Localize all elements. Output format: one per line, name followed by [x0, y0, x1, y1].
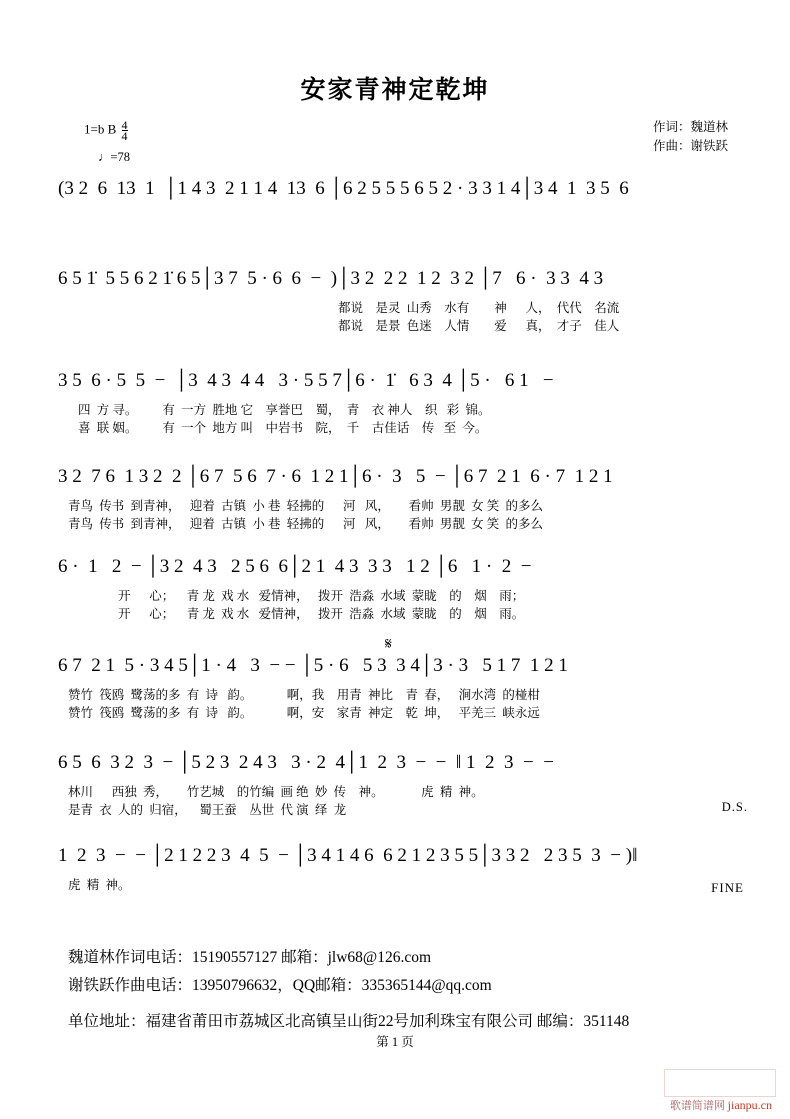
music-system-8 [58, 845, 750, 893]
page-number: 第 1 页 [376, 1035, 414, 1049]
lyrics-verse-1: 青鸟 传书 到青神， 迎着 古镇 小 巷 轻拂的 河 风， 看帅 男靓 女 笑 的多么 [68, 499, 544, 513]
watermark-brand: 歌谱简谱网 [669, 1100, 725, 1112]
notes-line: 6 · 1 2 − │3 2 4 3 2 5 6 6│2 1 4 3 3 3 1 2 │6 1 · 2 − [58, 556, 532, 577]
composer: 作曲：谢铁跃 [652, 139, 728, 153]
lyricist: 作词：魏道林 [652, 120, 728, 134]
lyrics-verse-2: 赞竹 筏鸥 鹭荡的多 有 诗 韵。 啊，安 家青 神定 乾 坤， 平羌三 峡永远 [68, 706, 540, 720]
ds-marking: D.S. [721, 800, 748, 814]
notes-line: 6 5 6 3 2 3 − │5 2 3 2 4 3 3 · 2 4│1 2 3 − − ‖ 1 2 3 − − [58, 752, 554, 773]
meter-bottom: 4 [121, 129, 128, 143]
lyrics-verse-1: 开 心； 青 龙 戏 水 爱情神， 拨开 浩淼 水域 蒙眬 的 烟 雨； [118, 589, 525, 603]
contact-block [68, 944, 629, 1036]
contact-address: 单位地址：福建省莆田市荔城区北高镇呈山街22号加利珠宝有限公司 邮编：351148 [68, 1013, 630, 1030]
notes-line: 1 2 3 − − │2 1 2 2 3 4 5 − │3 4 1 4 6 6 2 1 2 3 5 5│3 3 2 2 3 5 3 − )‖ [58, 845, 638, 866]
lyrics-verse-2: 喜 联 姻。 有 一个 地方 叫 中岩书 院， 千 古佳话 传 至 今。 [78, 421, 488, 435]
contact-lyricist: 魏道林作词电话：15190557127 邮箱：jlw68@126.com [68, 949, 432, 966]
key-signature [84, 120, 128, 141]
lyrics-verse-1: 虎 精 神。 [68, 878, 131, 892]
page-title: 安家青神定乾坤 [300, 77, 490, 104]
meter-top: 4 [121, 118, 128, 132]
fine-marking: FINE [711, 880, 744, 895]
segno-sign: 𝄋 [385, 636, 392, 653]
contact-composer: 谢铁跃作曲电话：13950796632，QQ邮箱：335365144@qq.com [68, 977, 492, 994]
music-system-5 [58, 556, 750, 622]
tempo-marking: ♩=78 [98, 150, 131, 164]
notes-line: 3 5 6 · 5 5 − │3 4 3 4 4 3 · 5 5 7│6 · 1̇ 6 3 4 │5 · 6 1 − [58, 370, 554, 391]
music-system-7 [58, 752, 750, 818]
watermark-box [664, 1069, 776, 1097]
lyrics-verse-1: 四 方 寻。 有 一方 胜地 它 享誉巴 蜀， 青 衣 神人 织 彩 锦。 [78, 403, 491, 417]
lyrics-verse-1: 赞竹 筏鸥 鹭荡的多 有 诗 韵。 啊，我 用青 神比 青 春， 涧水湾 的椪柑 [68, 688, 540, 702]
music-system-2 [58, 268, 750, 334]
lyrics-verse-1: 林川 西独 秀， 竹艺城 的竹编 画 绝 妙 传 神。 虎 精 神。 [68, 785, 484, 799]
notes-line: 6 5 1̇ 5 5 6 2 1̇ 6 5│3 7 5 · 6 6 − )│3 2 2 2 1 2 3 2 │7 6 · 3 3 4 3 [58, 268, 604, 289]
key-signature-label: 1= [84, 121, 98, 137]
key-letter: b B [97, 121, 117, 137]
music-system-3 [58, 370, 750, 436]
time-signature [122, 120, 128, 141]
music-system-4 [58, 466, 750, 532]
music-system-1 [58, 178, 750, 200]
notes-line: 6 7 2 1 5 · 3 4 5│1 · 4 3 − − │5 · 6 5 3 3 4│3 · 3 5 1 7 1 2 1 [58, 655, 568, 676]
lyrics-verse-2: 是青 衣 人的 归宿， 蜀王蚕 丛世 代 演 绎 龙 [68, 803, 347, 817]
credits [653, 118, 728, 156]
music-system-6 [58, 655, 750, 721]
notes-line: (3 2 6 13 1 │1 4 3 2 1 1 4 13 6 │6 2 5 5 5 6 5 2 · 3 3 1 4│3 4 1 3 5 6 [58, 178, 629, 199]
lyrics-verse-2: 开 心； 青 龙 戏 水 爱情神， 拨开 浩淼 水域 蒙眬 的 烟 雨。 [118, 607, 525, 621]
lyrics-verse-1: 都说 是灵 山秀 水有 神 人， 代代 名流 [338, 301, 620, 315]
notes-line: 3 2 7 6 1 3 2 2 │6 7 5 6 7 · 6 1 2 1│6 · 3 5 − │6 7 2 1 6 · 7 1 2 1 [58, 466, 613, 487]
lyrics-verse-2: 青鸟 传书 到青神， 迎着 古镇 小 巷 轻拂的 河 风， 看帅 男靓 女 笑 的多么 [68, 517, 544, 531]
lyrics-verse-2: 都说 是景 色迷 人情 爱 真， 才子 佳人 [338, 319, 620, 333]
watermark-site[interactable]: jianpu.cn [727, 1098, 772, 1112]
watermark [670, 1098, 772, 1113]
